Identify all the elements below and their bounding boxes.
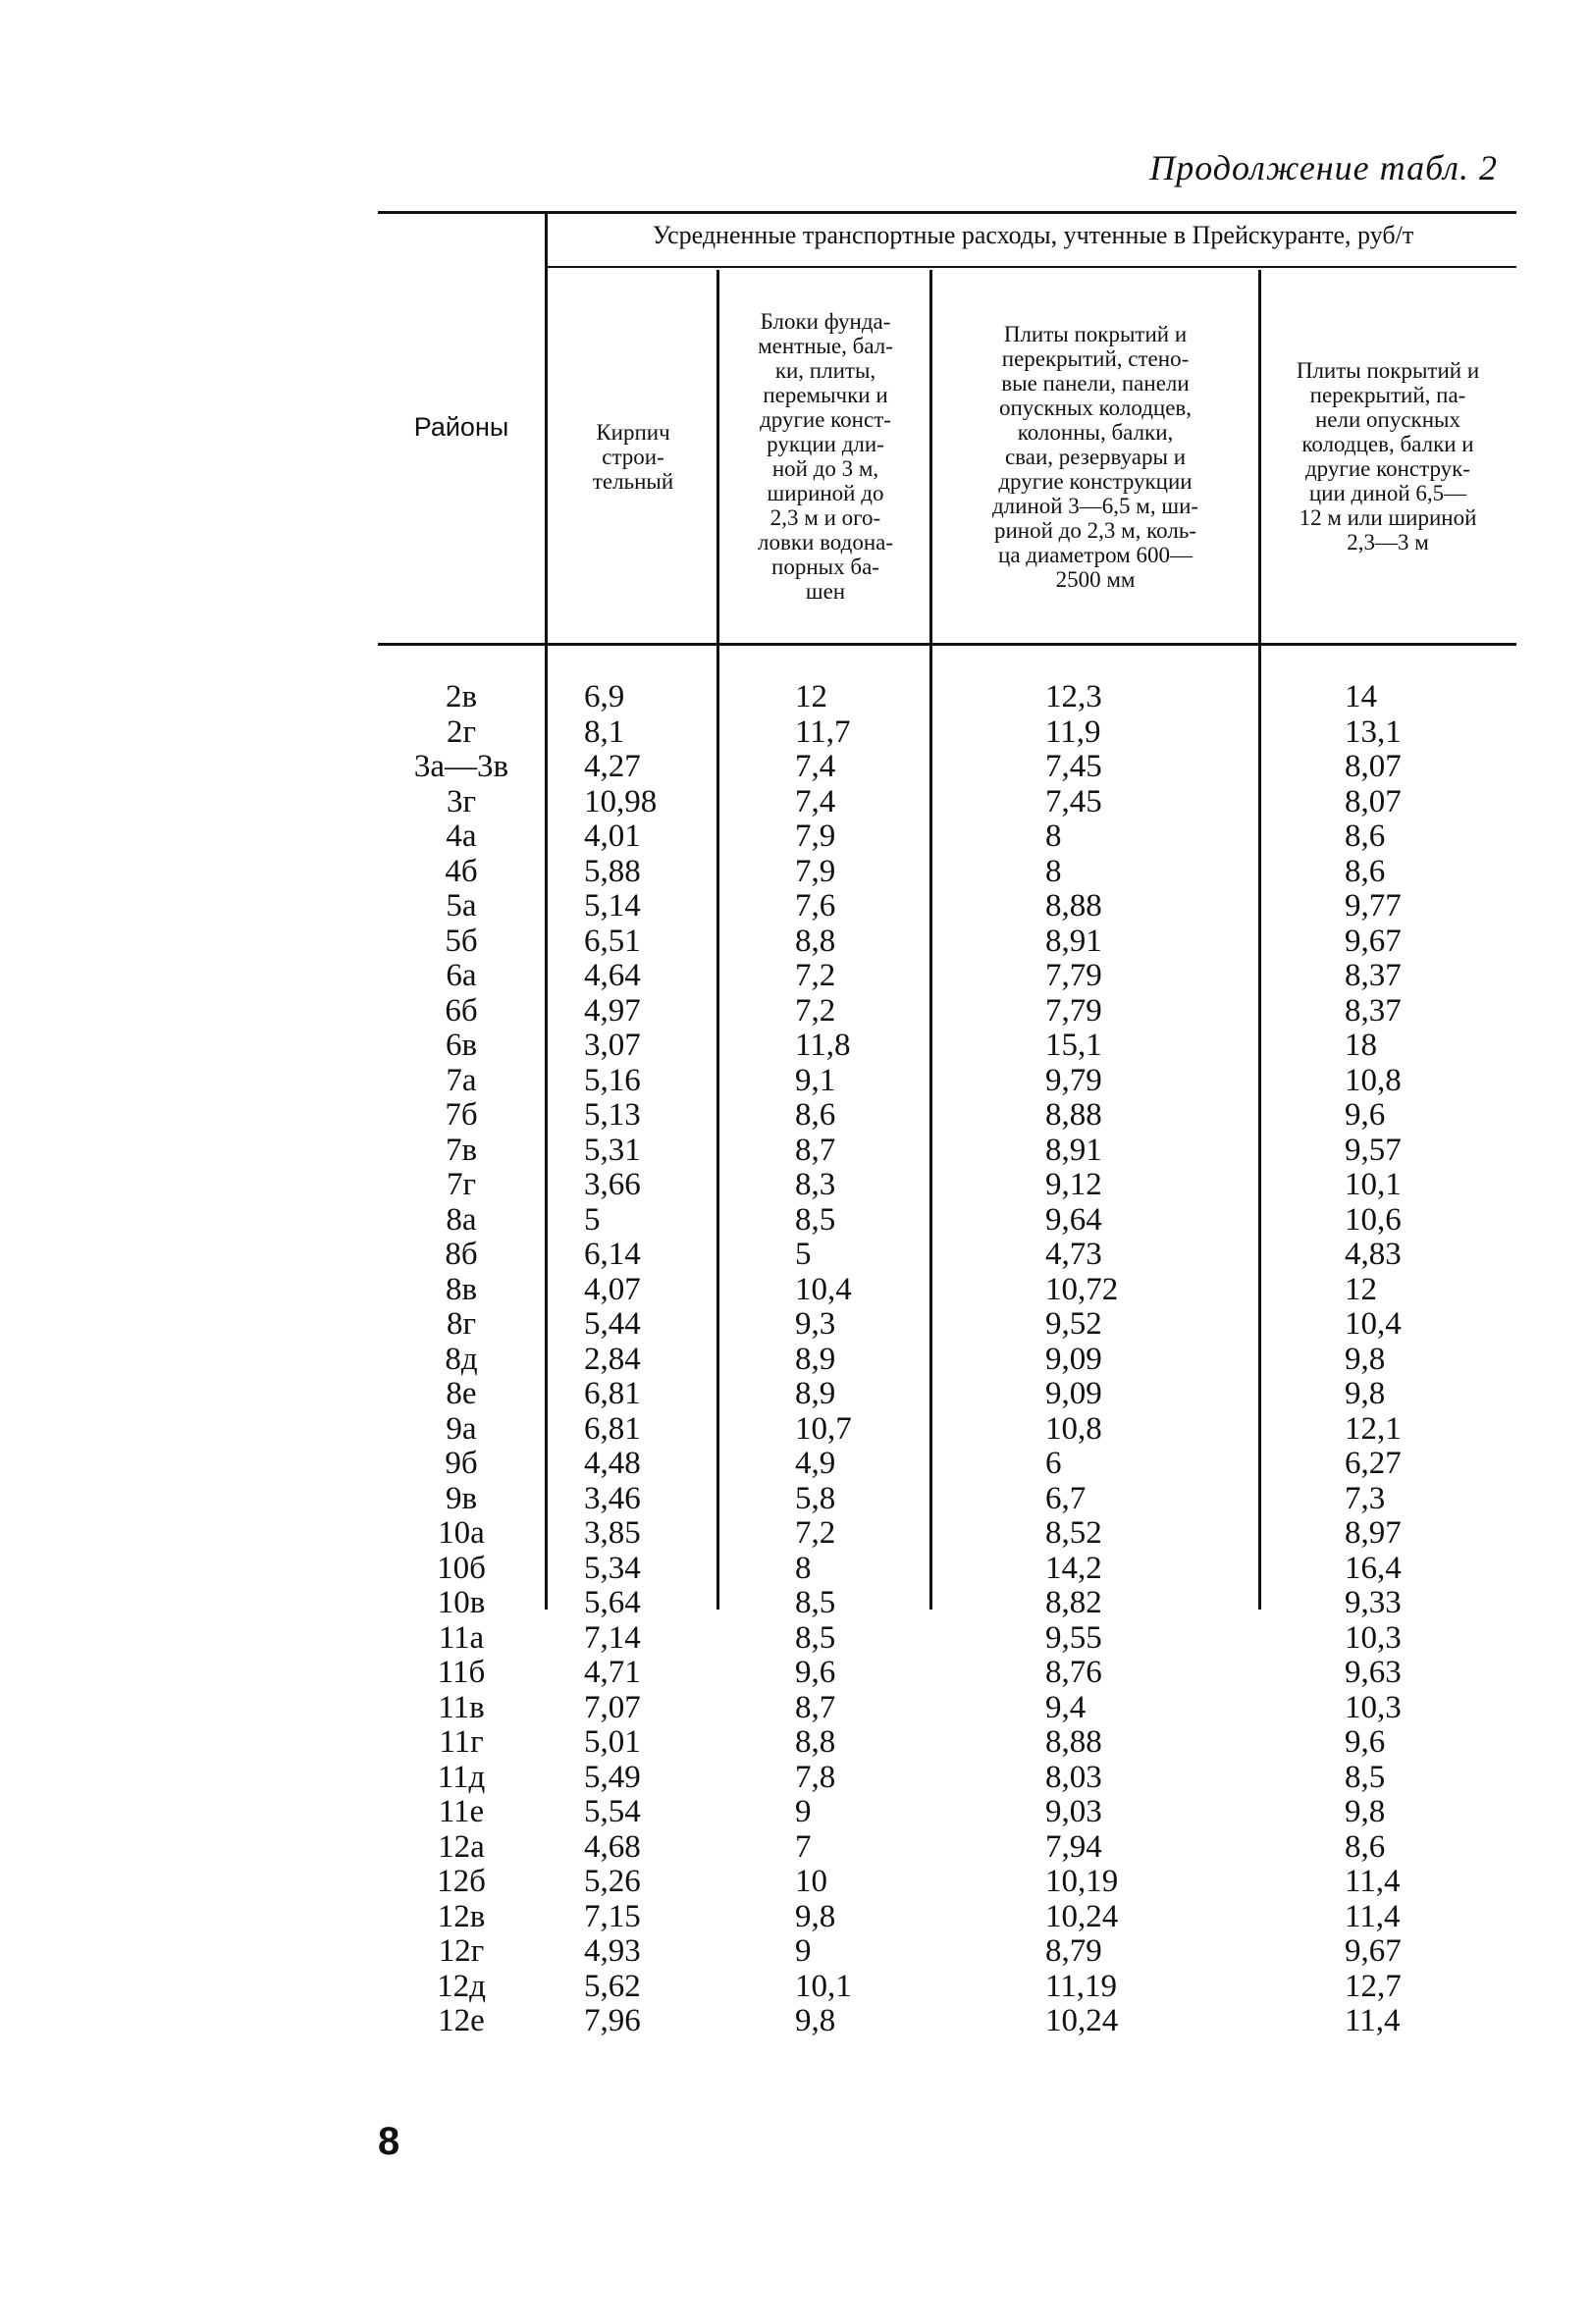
cell-long: 8,97 <box>1345 1515 1402 1551</box>
cell-long: 14 <box>1345 679 1377 714</box>
cell-blocks: 8,5 <box>795 1201 836 1238</box>
cell-slabs: 8,52 <box>1045 1515 1102 1551</box>
cell-long: 6,27 <box>1345 1446 1402 1481</box>
cell-region: 11в <box>438 1689 485 1725</box>
cell-slabs: 8,03 <box>1045 1759 1102 1795</box>
cell-region: 11е <box>438 1794 485 1829</box>
table-row <box>378 1029 1516 1064</box>
header-line: ной до 3 м, <box>771 456 879 481</box>
cell-brick: 3,07 <box>584 1028 641 1063</box>
cell-blocks: 10,4 <box>795 1271 852 1307</box>
cell-region: 8в <box>445 1271 478 1307</box>
table-row <box>378 959 1516 994</box>
cell-region: 2г <box>446 713 477 750</box>
cell-long: 8,6 <box>1345 1828 1386 1865</box>
table-row <box>378 1552 1516 1587</box>
cell-brick: 4,68 <box>584 1828 641 1865</box>
cell-slabs: 9,55 <box>1045 1619 1102 1656</box>
cell-blocks: 7,4 <box>795 783 836 819</box>
table-row <box>378 1447 1516 1482</box>
cell-region: 2в <box>445 679 478 714</box>
table-row <box>378 785 1516 820</box>
cell-blocks: 9,3 <box>795 1306 836 1342</box>
cell-brick: 7,96 <box>584 2003 641 2038</box>
table-row <box>378 1586 1516 1621</box>
cell-long: 9,8 <box>1345 1794 1386 1829</box>
table-row <box>378 855 1516 890</box>
header-line: Блоки фунда- <box>760 309 891 334</box>
cell-slabs: 8,76 <box>1045 1655 1102 1690</box>
table-top-rule <box>378 211 1516 214</box>
table-row <box>378 889 1516 924</box>
cell-long: 9,6 <box>1345 1724 1386 1760</box>
cell-long: 9,8 <box>1345 1376 1386 1411</box>
header-region: Районы <box>413 411 509 442</box>
cell-blocks: 8,8 <box>795 923 836 959</box>
header-line: порных ба- <box>771 555 879 579</box>
cell-region: 8г <box>446 1306 477 1342</box>
header-line: опускных колодцев, <box>998 395 1193 420</box>
cell-region: 6а <box>446 958 477 993</box>
table-row <box>378 1970 1516 2005</box>
cell-region: 5а <box>446 888 477 924</box>
cell-brick: 4,93 <box>584 1933 641 1969</box>
table-row <box>378 680 1516 715</box>
cell-long: 8,37 <box>1345 992 1402 1029</box>
table-row <box>378 1656 1516 1691</box>
cell-region: 12д <box>437 1968 486 2004</box>
cell-region: 10а <box>438 1515 485 1551</box>
table-body <box>378 680 1516 2039</box>
header-line: длиной 3—6,5 м, ши- <box>991 493 1199 518</box>
cell-long: 8,6 <box>1345 853 1386 889</box>
table-row <box>378 1795 1516 1830</box>
cell-region: 8а <box>446 1201 477 1238</box>
cell-blocks: 9,6 <box>795 1655 836 1690</box>
cell-brick: 3,46 <box>584 1480 641 1516</box>
cell-long: 7,3 <box>1345 1480 1386 1516</box>
cell-blocks: 8,5 <box>795 1585 836 1620</box>
cell-long: 10,3 <box>1345 1689 1402 1725</box>
cell-slabs: 9,52 <box>1045 1306 1102 1342</box>
cell-blocks: 8,7 <box>795 1689 836 1725</box>
cell-long: 11,4 <box>1345 2003 1401 2038</box>
cell-slabs: 10,72 <box>1045 1271 1119 1307</box>
header-line: ца диаметром 600— <box>998 542 1193 567</box>
cell-region: 7а <box>446 1062 477 1098</box>
header-line: тельный <box>592 468 674 494</box>
cell-blocks: 9 <box>795 1933 812 1969</box>
table-row <box>378 1865 1516 1900</box>
cell-brick: 3,66 <box>584 1167 641 1202</box>
header-line: нели опускных <box>1314 407 1460 432</box>
cell-slabs: 7,79 <box>1045 958 1102 993</box>
cell-slabs: 9,79 <box>1045 1062 1102 1098</box>
cell-long: 9,33 <box>1345 1585 1402 1620</box>
cell-long: 10,3 <box>1345 1619 1402 1656</box>
table-row <box>378 1482 1516 1517</box>
table-row <box>378 1621 1516 1657</box>
table-row <box>378 1725 1516 1761</box>
header-long-elements <box>1261 270 1514 643</box>
cell-long: 13,1 <box>1345 713 1402 750</box>
cell-slabs: 7,45 <box>1045 783 1102 819</box>
cell-brick: 7,15 <box>584 1898 641 1934</box>
header-line: строи- <box>602 444 664 469</box>
header-slabs <box>932 270 1258 643</box>
header-line: ции диной 6,5— <box>1308 481 1467 505</box>
table-row <box>378 1900 1516 1935</box>
cell-slabs: 9,03 <box>1045 1794 1102 1829</box>
header-line: другие конструк- <box>1304 456 1470 481</box>
header-text <box>992 322 1198 592</box>
cell-slabs: 8,79 <box>1045 1933 1102 1969</box>
cell-brick: 5,49 <box>584 1759 641 1795</box>
cell-region: 5б <box>445 923 478 959</box>
cell-region: 10в <box>437 1585 486 1620</box>
cell-long: 9,63 <box>1345 1655 1402 1690</box>
cell-brick: 4,07 <box>584 1271 641 1307</box>
header-line: вые панели, панели <box>1001 370 1190 396</box>
table-row <box>378 1516 1516 1552</box>
cell-blocks: 7 <box>795 1828 812 1865</box>
table-row <box>378 1203 1516 1239</box>
table-row <box>378 1934 1516 1970</box>
cell-long: 11,4 <box>1345 1898 1401 1934</box>
cell-slabs: 7,79 <box>1045 992 1102 1029</box>
header-line: Плиты покрытий и <box>1296 358 1480 383</box>
cell-long: 9,8 <box>1345 1341 1386 1377</box>
cell-blocks: 10,1 <box>795 1968 852 2004</box>
cell-blocks: 7,8 <box>795 1759 836 1795</box>
cell-slabs: 10,8 <box>1045 1410 1102 1447</box>
header-text <box>1297 358 1479 555</box>
cell-brick: 4,01 <box>584 819 641 854</box>
header-bottom-rule <box>378 643 1516 646</box>
header-line: 2500 мм <box>1055 566 1136 592</box>
cell-long: 10,6 <box>1345 1201 1402 1238</box>
table-row <box>378 1307 1516 1343</box>
cell-blocks: 9 <box>795 1794 812 1829</box>
cell-brick: 5,16 <box>584 1062 641 1098</box>
header-line: перекрытий, стено- <box>1001 345 1190 371</box>
header-text <box>593 420 673 494</box>
table-row <box>378 1377 1516 1412</box>
cell-brick: 5,14 <box>584 888 641 924</box>
header-line: рукции дли- <box>767 432 884 456</box>
header-brick <box>550 270 716 643</box>
cell-slabs: 9,4 <box>1045 1689 1087 1725</box>
cell-slabs: 8,82 <box>1045 1585 1102 1620</box>
table-row <box>378 715 1516 751</box>
cell-blocks: 7,9 <box>795 819 836 854</box>
header-line: Кирпич <box>596 419 670 445</box>
cell-long: 9,67 <box>1345 1933 1402 1969</box>
header-text <box>758 309 893 604</box>
header-line: ловки водона- <box>758 530 893 555</box>
cell-brick: 6,81 <box>584 1376 641 1411</box>
cell-long: 8,07 <box>1345 783 1402 819</box>
cell-slabs: 11,9 <box>1045 713 1101 750</box>
cell-brick: 3,85 <box>584 1515 641 1551</box>
cell-region: 12е <box>438 2003 485 2038</box>
cell-region: 8д <box>445 1341 478 1377</box>
cell-blocks: 11,8 <box>795 1028 851 1063</box>
cell-slabs: 8,91 <box>1045 1132 1102 1168</box>
cell-slabs: 9,64 <box>1045 1201 1102 1238</box>
cell-region: 7б <box>445 1097 478 1133</box>
cell-brick: 5,34 <box>584 1550 641 1586</box>
table-row <box>378 1691 1516 1726</box>
cell-blocks: 9,8 <box>795 2003 836 2038</box>
cell-region: 6в <box>445 1028 478 1063</box>
cell-long: 10,1 <box>1345 1167 1402 1202</box>
header-span-title: Усредненные транспортные расходы, учтенные в Прейскуранте, руб/т <box>652 221 1414 249</box>
header-line: Плиты покрытий и <box>1003 321 1188 346</box>
cell-slabs: 7,94 <box>1045 1828 1102 1865</box>
cell-blocks: 10,7 <box>795 1410 852 1447</box>
table-row <box>378 819 1516 855</box>
cell-blocks: 8,3 <box>795 1167 836 1202</box>
cell-long: 9,57 <box>1345 1132 1402 1168</box>
cell-long: 9,67 <box>1345 923 1402 959</box>
cell-long: 12,1 <box>1345 1410 1402 1447</box>
cell-brick: 5,31 <box>584 1132 641 1168</box>
cell-long: 8,6 <box>1345 819 1386 854</box>
cell-blocks: 12 <box>795 679 827 714</box>
table-row <box>378 994 1516 1030</box>
header-line: шен <box>805 579 846 604</box>
cell-brick: 8,1 <box>584 713 625 750</box>
cell-brick: 5,64 <box>584 1585 641 1620</box>
cell-brick: 2,84 <box>584 1341 641 1377</box>
cell-region: 12г <box>438 1933 485 1969</box>
header-line: шириной до <box>767 481 884 505</box>
cell-brick: 5,88 <box>584 853 641 889</box>
cell-slabs: 9,09 <box>1045 1341 1102 1377</box>
table-row <box>378 2004 1516 2039</box>
cell-brick: 5,26 <box>584 1864 641 1899</box>
cell-brick: 5,62 <box>584 1968 641 2004</box>
cell-region: 3а—3в <box>413 749 509 784</box>
cell-slabs: 9,09 <box>1045 1376 1102 1411</box>
cell-slabs: 10,24 <box>1045 2003 1119 2038</box>
header-blocks <box>721 270 929 643</box>
cell-brick: 4,97 <box>584 992 641 1029</box>
header-line: колонны, балки, <box>1017 419 1174 445</box>
cell-region: 11г <box>439 1724 484 1760</box>
cell-region: 9б <box>445 1446 478 1481</box>
header-line: 2,3—3 м <box>1347 530 1429 555</box>
cell-region: 11а <box>438 1619 485 1656</box>
cell-long: 12 <box>1345 1271 1377 1307</box>
cell-brick: 6,51 <box>584 923 641 959</box>
cell-slabs: 9,12 <box>1045 1167 1102 1202</box>
cell-long: 12,7 <box>1345 1968 1402 2004</box>
cell-brick: 5,44 <box>584 1306 641 1342</box>
cell-blocks: 8,8 <box>795 1724 836 1760</box>
cell-region: 7в <box>445 1132 478 1168</box>
cell-region: 4а <box>446 819 477 854</box>
cell-long: 9,6 <box>1345 1097 1386 1133</box>
cell-blocks: 8,5 <box>795 1619 836 1656</box>
cell-blocks: 11,7 <box>795 713 851 750</box>
cell-blocks: 7,9 <box>795 853 836 889</box>
cell-blocks: 7,2 <box>795 1515 836 1551</box>
cell-region: 12в <box>437 1898 486 1934</box>
cell-brick: 6,81 <box>584 1410 641 1447</box>
header-line: колодцев, балки и <box>1301 432 1474 456</box>
cell-brick: 6,14 <box>584 1237 641 1272</box>
cell-brick: 5 <box>584 1201 601 1238</box>
cell-blocks: 10 <box>795 1864 827 1899</box>
header-line: риной до 2,3 м, коль- <box>993 517 1196 543</box>
cell-slabs: 7,45 <box>1045 749 1102 784</box>
cell-blocks: 8,7 <box>795 1132 836 1168</box>
continuation-caption: Продолжение табл. 2 <box>1149 148 1498 187</box>
cell-slabs: 8,91 <box>1045 923 1102 959</box>
header-span-rule <box>548 266 1516 268</box>
cell-blocks: 8,9 <box>795 1341 836 1377</box>
cell-long: 18 <box>1345 1028 1377 1063</box>
cell-blocks: 9,8 <box>795 1898 836 1934</box>
cell-brick: 4,48 <box>584 1446 641 1481</box>
header-line: ки, плиты, <box>774 358 876 383</box>
cell-long: 16,4 <box>1345 1550 1402 1586</box>
cell-region: 8б <box>445 1237 478 1272</box>
cell-region: 10б <box>437 1550 486 1586</box>
cell-slabs: 10,24 <box>1045 1898 1119 1934</box>
cell-region: 7г <box>446 1167 477 1202</box>
cell-blocks: 9,1 <box>795 1062 836 1098</box>
cell-slabs: 8,88 <box>1045 1097 1102 1133</box>
cell-blocks: 7,4 <box>795 749 836 784</box>
cell-blocks: 8,6 <box>795 1097 836 1133</box>
cell-long: 8,5 <box>1345 1759 1386 1795</box>
table-row <box>378 1273 1516 1308</box>
cell-region: 11б <box>437 1655 486 1690</box>
table-row <box>378 1830 1516 1866</box>
cell-brick: 7,07 <box>584 1689 641 1725</box>
page-number: 8 <box>378 2120 400 2163</box>
cell-long: 10,8 <box>1345 1062 1402 1098</box>
cell-region: 6б <box>445 992 478 1029</box>
cell-region: 8е <box>446 1376 477 1411</box>
header-line: перемычки и <box>763 383 888 407</box>
cell-slabs: 4,73 <box>1045 1237 1102 1272</box>
table-row <box>378 1064 1516 1099</box>
cell-blocks: 8,9 <box>795 1376 836 1411</box>
cell-blocks: 7,2 <box>795 992 836 1029</box>
cell-long: 8,37 <box>1345 958 1402 993</box>
cell-long: 8,07 <box>1345 749 1402 784</box>
cell-long: 4,83 <box>1345 1237 1402 1272</box>
cell-region: 9в <box>445 1480 478 1516</box>
cell-brick: 10,98 <box>584 783 658 819</box>
header-line: другие конструкции <box>998 468 1193 494</box>
cell-blocks: 5 <box>795 1237 812 1272</box>
cell-region: 4б <box>445 853 478 889</box>
cell-slabs: 6 <box>1045 1446 1062 1481</box>
header-line: 2,3 м и ого- <box>769 505 881 530</box>
cell-blocks: 4,9 <box>795 1446 836 1481</box>
cell-region: 12б <box>437 1864 486 1899</box>
cell-slabs: 15,1 <box>1045 1028 1102 1063</box>
table-row <box>378 1098 1516 1134</box>
cell-slabs: 6,7 <box>1045 1480 1087 1516</box>
table-row <box>378 1761 1516 1796</box>
cell-blocks: 5,8 <box>795 1480 836 1516</box>
cell-slabs: 10,19 <box>1045 1864 1119 1899</box>
cell-brick: 4,27 <box>584 749 641 784</box>
cell-slabs: 14,2 <box>1045 1550 1102 1586</box>
header-line: перекрытий, па- <box>1309 383 1466 407</box>
cell-region: 12а <box>438 1828 485 1865</box>
header-line: 12 м или шириной <box>1299 505 1477 530</box>
cell-brick: 4,71 <box>584 1655 641 1690</box>
cell-slabs: 12,3 <box>1045 679 1102 714</box>
cell-blocks: 7,2 <box>795 958 836 993</box>
cell-brick: 5,54 <box>584 1794 641 1829</box>
table-row <box>378 1238 1516 1273</box>
header-line: другие конст- <box>760 407 891 432</box>
cell-brick: 7,14 <box>584 1619 641 1656</box>
table-row <box>378 1168 1516 1203</box>
cell-slabs: 8,88 <box>1045 888 1102 924</box>
table-row <box>378 1343 1516 1378</box>
cell-slabs: 8 <box>1045 819 1062 854</box>
cell-long: 9,77 <box>1345 888 1402 924</box>
cell-brick: 4,64 <box>584 958 641 993</box>
cell-slabs: 11,19 <box>1045 1968 1118 2004</box>
cell-long: 10,4 <box>1345 1306 1402 1342</box>
cell-slabs: 8,88 <box>1045 1724 1102 1760</box>
cell-region: 11д <box>437 1759 486 1795</box>
table-row <box>378 924 1516 960</box>
table-row <box>378 750 1516 785</box>
header-line: сваи, резервуары и <box>1004 444 1187 469</box>
table-row <box>378 1412 1516 1448</box>
cell-region: 9а <box>446 1410 477 1447</box>
header-line: ментные, бал- <box>758 334 893 358</box>
cell-long: 11,4 <box>1345 1864 1401 1899</box>
cell-region: 3г <box>446 783 477 819</box>
table-row <box>378 1134 1516 1169</box>
cell-brick: 5,01 <box>584 1724 641 1760</box>
cell-brick: 6,9 <box>584 679 625 714</box>
cell-slabs: 8 <box>1045 853 1062 889</box>
cell-blocks: 8 <box>795 1550 812 1586</box>
cell-blocks: 7,6 <box>795 888 836 924</box>
cell-brick: 5,13 <box>584 1097 641 1133</box>
